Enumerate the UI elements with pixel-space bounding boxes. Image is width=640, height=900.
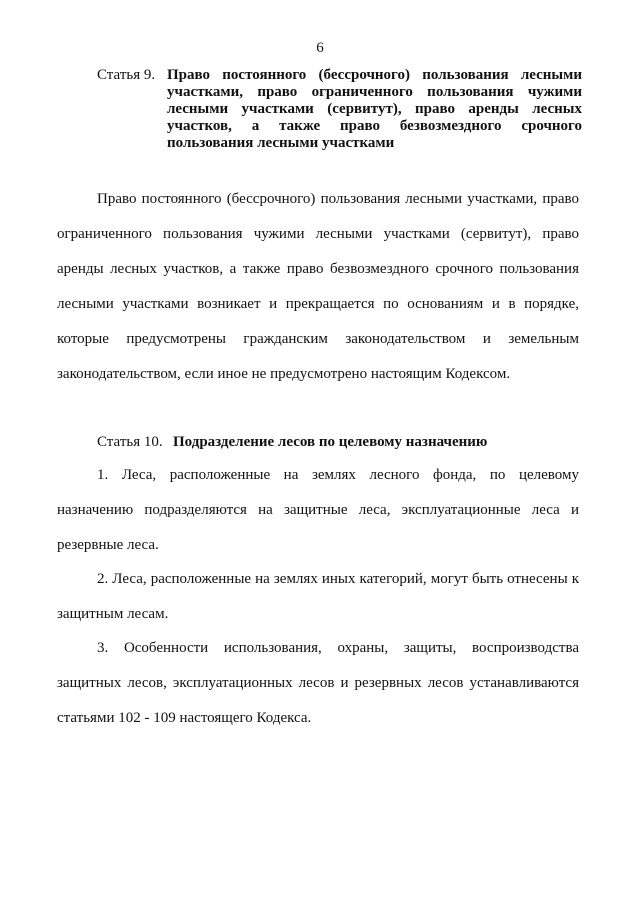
article-10-paragraph-1: 1. Леса, расположенные на землях лесного фонда, по целевому назначению подразделяются на защитные леса, эксплуатационные леса и резервные леса. <box>57 467 579 553</box>
article-10-heading <box>97 434 582 451</box>
page-number: 6 <box>316 40 324 56</box>
article-10-label: Статья 10. <box>97 434 163 450</box>
article-10-title: Подразделение лесов по целевому назначению <box>173 434 488 450</box>
article-10-paragraph-3: 3. Особенности использования, охраны, защиты, воспроизводства защитных лесов, эксплуатационных лесов и резервных лесов устанавливаются статьями 102 - 109 настоящего Кодекса. <box>57 640 579 726</box>
article-10-paragraph-2: 2. Леса, расположенные на землях иных категорий, могут быть отнесены к защитным лесам. <box>57 571 579 622</box>
article-9-label: Статья 9. <box>97 67 156 83</box>
article-9-title: Право постоянного (бессрочного) пользования лесными участками, право ограниченного пользования чужими лесными участками (сервитут), право аренды лесных участков, а также право безвозмездного срочного пользования лесными участками <box>167 67 582 151</box>
article-9-heading <box>97 67 582 152</box>
article-9-paragraph: Право постоянного (бессрочного) пользования лесными участками, право ограниченного пользования чужими лесными участками (сервитут), право аренды лесных участков, а также право безвозмездного срочного пользования лесными участками возникает и прекращается по основаниям и в порядке, которые предусмотрены гражданским законодательством и земельным законодательством, если иное не предусмотрено настоящим Кодексом. <box>57 191 579 382</box>
